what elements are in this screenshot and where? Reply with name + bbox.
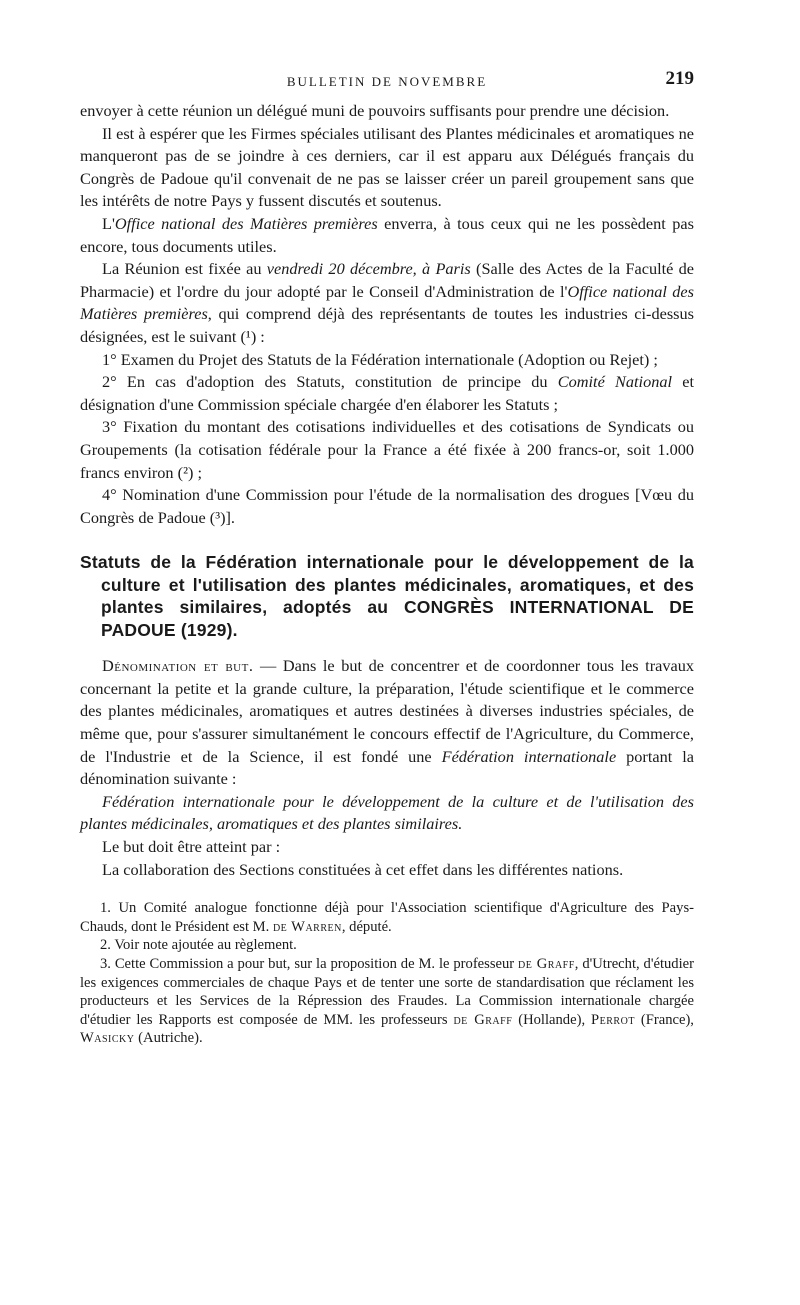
agenda-item-3: 3° Fixation du montant des cotisations individuelles et des cotisations de Syndicats ou Groupements (la cotisation fédérale pour la France a été fixée à 200 francs-or, soit 1.000 francs environ (²) ;	[80, 417, 694, 482]
agenda-item-2: 2° En cas d'adoption des Statuts, constitution de principe du Comité National et désignation d'une Commission spéciale chargée d'en élaborer les Statuts ;	[80, 372, 694, 414]
paragraph-meeting: La Réunion est fixée au vendredi 20 décembre, à Paris (Salle des Actes de la Faculté de Pharmacie) et l'ordre du jour adopté par le Conseil d'Administration de l'Office national des Matières premières, qui comprend déjà des représentants de toutes les industries ci-dessus désignées, est le suivant (¹) :	[80, 259, 695, 346]
footnote-1: 1. Un Comité analogue fonctionne déjà pour l'Association scientifique d'Agriculture des Pays-Chauds, dont le Président est M. de Warren, député.	[80, 900, 694, 935]
document-page	[80, 60, 694, 1048]
paragraph-denomination: Dénomination et but. — Dans le but de concentrer et de coordonner tous les travaux concernant la petite et la grande culture, la préparation, l'étude scientifique et le commerce des plantes médicinales, aromatiques et autres destinées à diverses industries spéciales, de même que, pour s'assurer simultanément le concours effectif de l'Agriculture, du Commerce, de l'Industrie et de la Science, il est fondé une Fédération internationale portant la dénomination suivante :	[80, 656, 694, 789]
paragraph-continuation: envoyer à cette réunion un délégué muni de pouvoirs suffisants pour prendre une décision.	[80, 101, 670, 120]
footnote-2: 2. Voir note ajoutée au règlement.	[100, 937, 297, 954]
running-head: BULLETIN DE NOVEMBRE	[286, 74, 488, 89]
paragraph-office: L'Office national des Matières premières enverra, à tous ceux qui ne les possèdent pas encore, tous documents utiles.	[80, 213, 694, 256]
footnote-3: 3. Cette Commission a pour but, sur la proposition de M. le professeur de Graff, d'Utrecht, d'étudier les exigences commerciales de chaque Pays et de tenter une sorte de standardisation que réclament les producteurs et les Services de la Répression des Fraudes. La Commission internationale chargée d'étudier les Rapports est composée de MM. les professeurs de Graff (Hollande), Perrot (France), Wasicky (Autriche).	[80, 956, 694, 1047]
section-title: Statuts de la Fédération internationale pour le développement de la culture et l'utilisation des plantes médicinales, aromatiques, et des plantes similaires, adoptés au CONGRÈS INTERNATIONAL DE PADOUE (1929).	[80, 552, 694, 640]
page-number: 219	[665, 68, 694, 89]
agenda-item-1: 1° Examen du Projet des Statuts de la Fédération internationale (Adoption ou Rejet) ;	[102, 349, 658, 369]
paragraph-goal: Le but doit être atteint par :	[102, 837, 281, 857]
body-text	[80, 100, 694, 881]
paragraph-firms: Il est à espérer que les Firmes spéciales utilisant des Plantes médicinales et aromatiques ne manqueront pas de se joindre à ces derniers, car il est apparu aux Délégués français du Congrès de Padoue qu'il convenait de ne pas se laisser créer un pareil groupement sans que les intérêts de notre Pays y fussent discutés et soutenus.	[80, 123, 694, 211]
denomination-label: Dénomination et but.	[102, 656, 254, 676]
agenda-item-4: 4° Nomination d'une Commission pour l'étude de la normalisation des drogues [Vœu du Congrès de Padoue (³)].	[80, 485, 694, 527]
paragraph-collaboration: La collaboration des Sections constituées à cet effet dans les différentes nations.	[102, 859, 624, 879]
footnotes	[80, 899, 694, 1048]
page-header	[80, 60, 694, 100]
federation-name: Fédération internationale pour le développement de la culture et de l'utilisation des plantes médicinales, aromatiques et des plantes similaires.	[80, 791, 694, 834]
